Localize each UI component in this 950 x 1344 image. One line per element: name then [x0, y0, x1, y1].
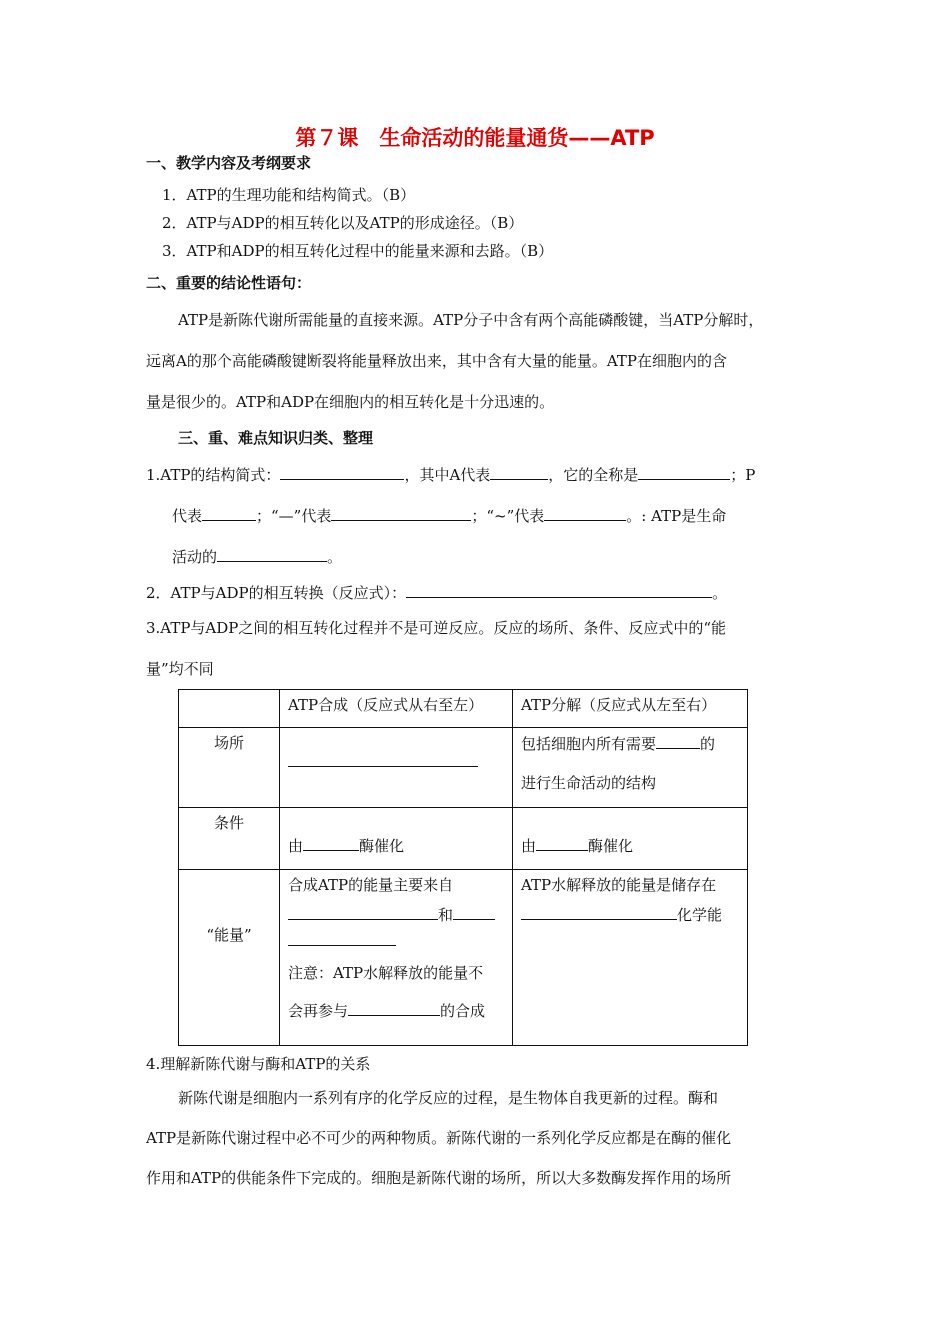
row-label-condition: 条件 [179, 808, 280, 870]
condition-synthesis-cell [280, 808, 513, 870]
answer-blank[interactable] [288, 929, 396, 946]
question-3-line: 3.ATP与ADP之间的相互转化过程并不是可逆反应。反应的场所、条件、反应式中的“能 [146, 619, 727, 637]
cell-text: 化学能 [677, 906, 723, 924]
answer-blank[interactable] [544, 504, 626, 521]
cell-text: ATP水解释放的能量是储存在 [521, 876, 717, 894]
q1-text: 代表 [172, 507, 203, 525]
answer-blank[interactable] [490, 463, 548, 480]
answer-blank[interactable] [288, 903, 438, 920]
answer-blank[interactable] [303, 834, 359, 851]
table-row [179, 808, 748, 870]
answer-blank[interactable] [521, 903, 677, 920]
condition-decomposition-cell [513, 808, 748, 870]
energy-synthesis-cell [280, 870, 513, 1046]
q1-text: ，其中A代表 [404, 466, 491, 484]
row-label-place: 场所 [179, 728, 280, 808]
q1-text: 活动的 [172, 548, 218, 566]
cell-text: 由 [288, 837, 304, 855]
section2-line: 远离A的那个高能磷酸键断裂将能量释放出来，其中含有大量的能量。ATP在细胞内的含 [146, 352, 727, 370]
q1-text: 。 [327, 548, 343, 566]
section2-line: 量是很少的。ATP和ADP在细胞内的相互转化是十分迅速的。 [146, 393, 555, 411]
answer-blank[interactable] [217, 545, 327, 562]
section1-item: 1．ATP的生理功能和结构简式。（B） [162, 186, 416, 204]
table-header-cell: ATP分解（反应式从左至右） [513, 690, 748, 728]
question-2 [146, 581, 727, 603]
answer-blank[interactable] [202, 504, 256, 521]
q2-text: 。 [712, 584, 728, 602]
atp-comparison-table [178, 689, 748, 1046]
cell-text: 进行生命活动的结构 [521, 774, 657, 792]
cell-text: 合成ATP的能量主要来自 [288, 876, 454, 894]
section2-heading: 二、重要的结论性语句： [146, 274, 312, 292]
cell-text: 包括细胞内所有需要 [521, 735, 657, 753]
cell-text: 酶催化 [588, 837, 634, 855]
answer-blank[interactable] [536, 834, 588, 851]
section4-heading: 4.理解新陈代谢与酶和ATP的关系 [146, 1055, 371, 1073]
cell-text: 由 [521, 837, 537, 855]
answer-blank[interactable] [406, 581, 712, 598]
table-header-cell [179, 690, 280, 728]
q1-text: 。: ATP是生命 [626, 507, 727, 525]
place-synthesis-cell [280, 728, 513, 808]
q1-text: ；“—”代表 [256, 507, 332, 525]
answer-blank[interactable] [280, 463, 404, 480]
page-title: 第７课 生命活动的能量通货——ATP [295, 126, 655, 150]
section1-item: 2．ATP与ADP的相互转化以及ATP的形成途径。（B） [162, 214, 524, 232]
question-3-line: 量”均不同 [146, 660, 214, 678]
section2-line: ATP是新陈代谢所需能量的直接来源。ATP分子中含有两个高能磷酸键，当ATP分解时， [178, 311, 764, 329]
q1-text: ，它的全称是 [548, 466, 639, 484]
question-1-line-2 [172, 504, 726, 526]
cell-text: 和 [438, 906, 454, 924]
answer-blank[interactable] [638, 463, 730, 480]
table-row [179, 728, 748, 808]
row-label-energy: “能量” [179, 870, 280, 1046]
section4-line: 新陈代谢是细胞内一系列有序的化学反应的过程，是生物体自我更新的过程。酶和 [178, 1089, 719, 1107]
q1-text: ；“~”代表 [471, 507, 545, 525]
cell-text: 酶催化 [359, 837, 405, 855]
section3-heading: 三、重、难点知识归类、整理 [178, 429, 374, 447]
cell-text: 会再参与 [288, 1002, 349, 1020]
table-row [179, 870, 748, 1046]
section1-item: 3．ATP和ADP的相互转化过程中的能量来源和去路。（B） [162, 242, 554, 260]
section1-heading: 一、教学内容及考纲要求 [146, 154, 312, 172]
answer-blank[interactable] [288, 750, 478, 767]
table-header-cell: ATP合成（反应式从右至左） [280, 690, 513, 728]
q1-text: ；P [730, 466, 756, 484]
cell-text: 注意：ATP水解释放的能量不 [288, 964, 484, 982]
place-decomposition-cell [513, 728, 748, 808]
answer-blank[interactable] [453, 903, 495, 920]
answer-blank[interactable] [656, 732, 700, 749]
section4-line: 作用和ATP的供能条件下完成的。细胞是新陈代谢的场所，所以大多数酶发挥作用的场所 [146, 1169, 732, 1187]
question-1-line-3 [172, 545, 342, 567]
cell-text: 的 [700, 735, 716, 753]
question-1-line-1 [146, 463, 755, 485]
answer-blank[interactable] [331, 504, 471, 521]
answer-blank[interactable] [348, 999, 440, 1016]
table-row [179, 690, 748, 728]
q1-text: 1.ATP的结构简式： [146, 466, 281, 484]
section4-line: ATP是新陈代谢过程中必不可少的两种物质。新陈代谢的一系列化学反应都是在酶的催化 [146, 1129, 732, 1147]
energy-decomposition-cell [513, 870, 748, 1046]
cell-text: 的合成 [440, 1002, 486, 1020]
q2-text: 2．ATP与ADP的相互转换（反应式）： [146, 584, 407, 602]
